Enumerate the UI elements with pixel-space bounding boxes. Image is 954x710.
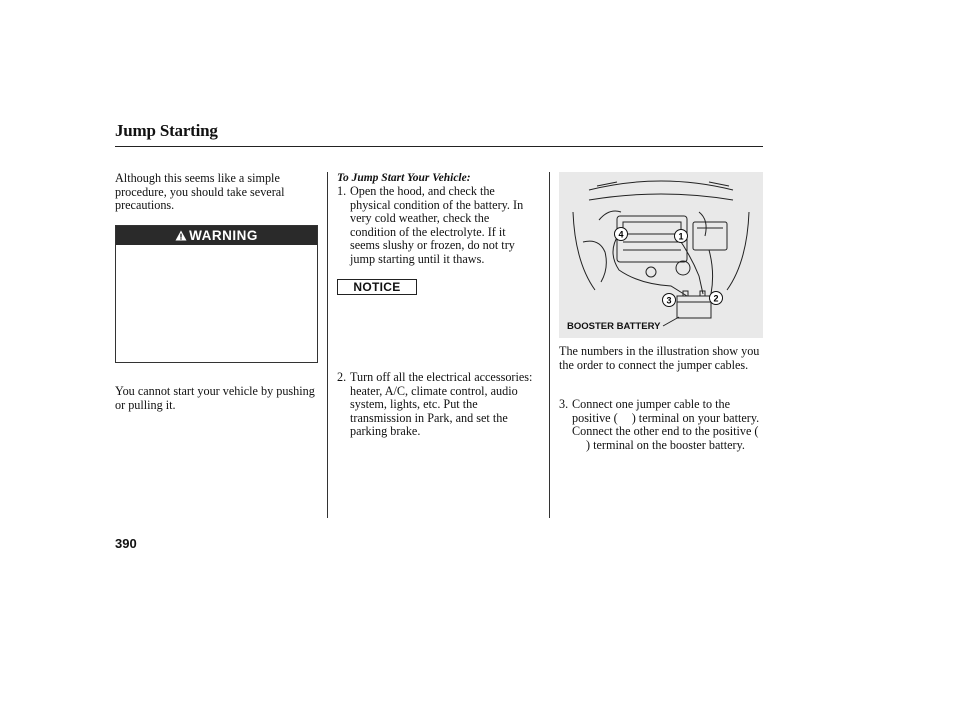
- step-2-text: Turn off all the electrical accessories: heater, A/C, climate control, audio system, lights, etc. Put the transmission in Park, and set the parking brake.: [350, 370, 533, 438]
- warning-label: WARNING: [189, 228, 258, 243]
- step-3-text-a: Connect one jumper cable to the positive (: [572, 397, 731, 425]
- page-number: 390: [115, 536, 137, 551]
- booster-battery-caption: BOOSTER BATTERY: [567, 321, 661, 332]
- numbers-note-paragraph: The numbers in the illustration show you the order to connect the jumper cables.: [559, 344, 760, 372]
- column-divider-1: [327, 172, 328, 518]
- warning-header: [116, 226, 317, 245]
- callout-1: [675, 230, 688, 243]
- callout-3: [663, 294, 676, 307]
- engine-bay-drawing: [559, 172, 763, 338]
- callout-3-label: 3: [666, 295, 672, 306]
- step-3-text-c: ) terminal on the booster battery.: [586, 437, 745, 452]
- step-3-text-b: ) terminal on your battery. Connect the other end to the positive (: [572, 410, 760, 438]
- engine-bay-illustration: [559, 172, 763, 338]
- notice-label: NOTICE: [337, 279, 417, 295]
- callout-4-label: 4: [618, 229, 624, 240]
- step-3-text: [572, 398, 762, 452]
- callout-4: [615, 228, 628, 241]
- step-1-text: Open the hood, and check the physical condition of the battery. In very cold weather, check the condition of the electrolyte. If it seems slushy or frozen, do not try jump starting until it thaws.: [350, 184, 524, 266]
- step-3-number: 3.: [559, 397, 569, 411]
- callout-2-label: 2: [713, 293, 719, 304]
- callout-1-label: 1: [678, 231, 684, 242]
- step-2-number: 2.: [337, 370, 347, 384]
- column-divider-2: [549, 172, 550, 518]
- intro-paragraph: Although this seems like a simple procedure, you should take several precautions.: [115, 171, 285, 212]
- title-divider: [115, 146, 763, 147]
- step-1-number: 1.: [337, 184, 347, 198]
- warning-box: [115, 225, 318, 363]
- page-title: Jump Starting: [115, 121, 218, 140]
- warning-triangle-icon: [175, 230, 187, 241]
- push-note-paragraph: You cannot start your vehicle by pushing or pulling it.: [115, 384, 315, 412]
- callout-2: [710, 292, 723, 305]
- procedure-subheading: To Jump Start Your Vehicle:: [337, 172, 471, 184]
